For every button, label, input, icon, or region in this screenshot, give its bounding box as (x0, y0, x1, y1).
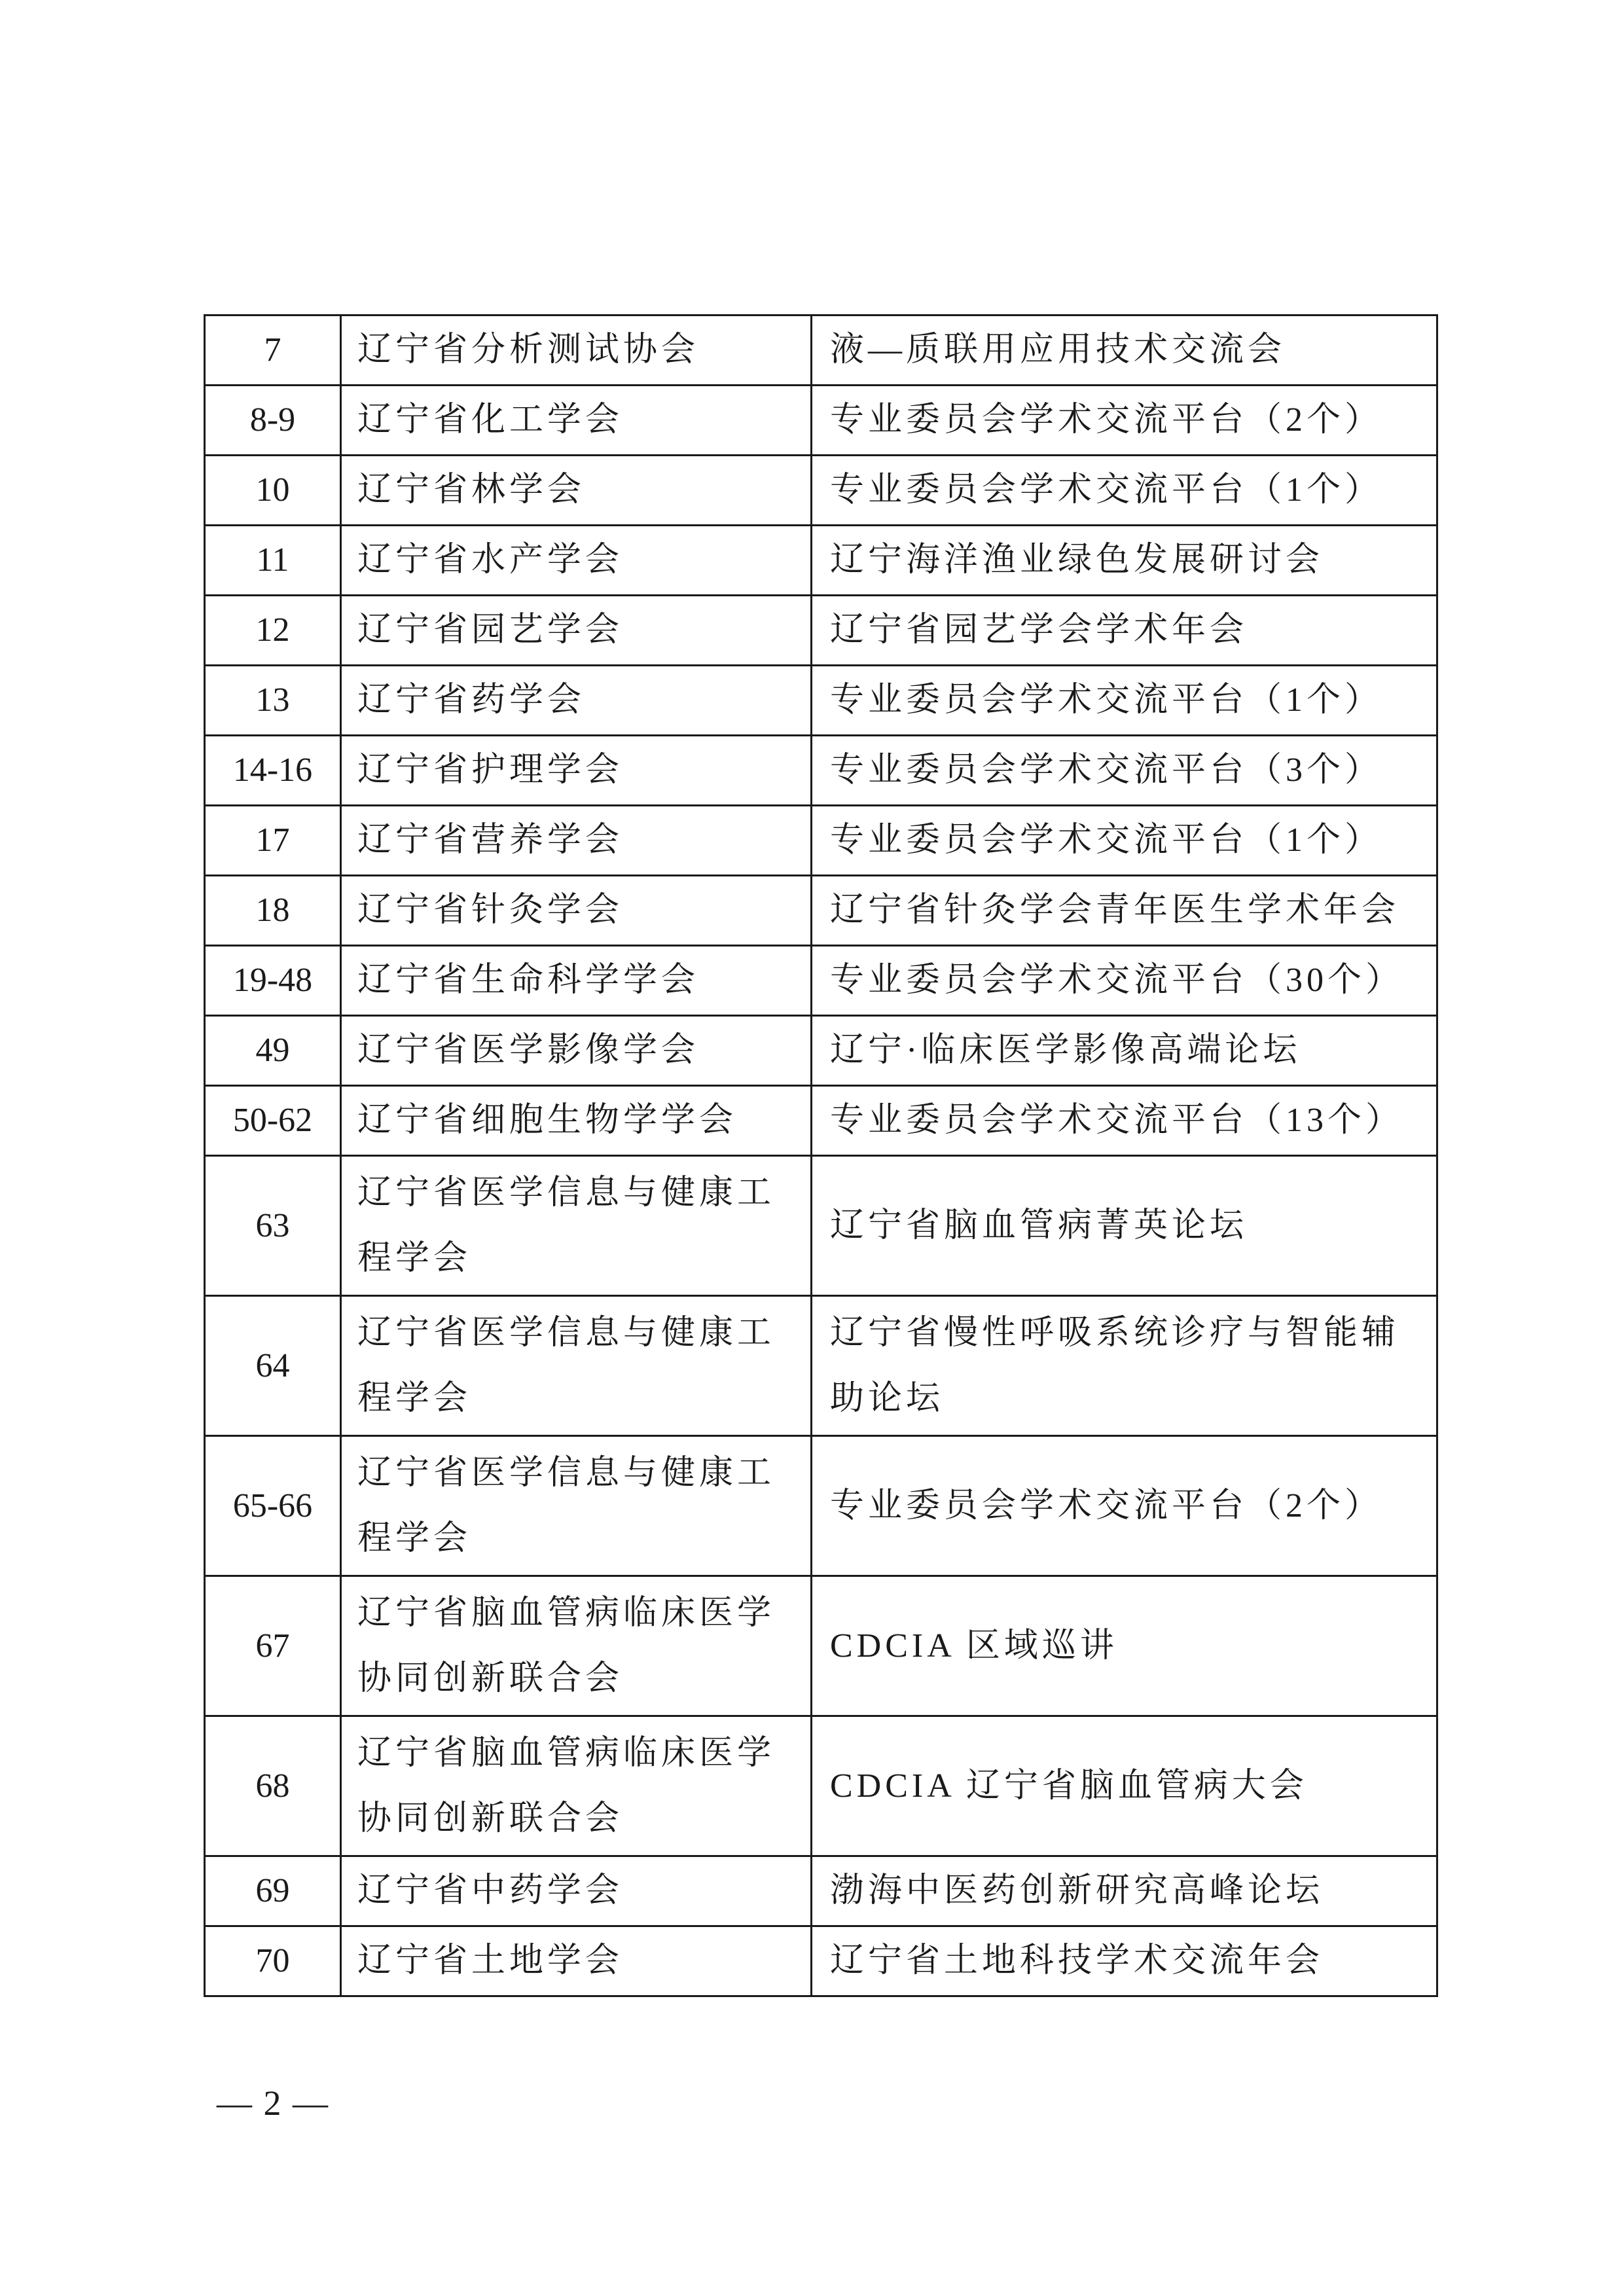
organization-name: 辽宁省中药学会 (341, 1856, 812, 1926)
event-name: 渤海中医药创新研究高峰论坛 (812, 1856, 1437, 1926)
activity-table (204, 314, 1438, 1997)
event-name: 辽宁省针灸学会青年医生学术年会 (812, 876, 1437, 946)
row-number: 50-62 (205, 1086, 341, 1156)
table-row (205, 1296, 1437, 1436)
event-name: CDCIA 区域巡讲 (812, 1576, 1437, 1716)
row-number: 64 (205, 1296, 341, 1436)
organization-name-line: 程学会 (357, 1519, 472, 1557)
organization-name-line: 辽宁省医学信息与健康工 (357, 1454, 776, 1492)
row-number: 12 (205, 596, 341, 666)
row-number: 14-16 (205, 736, 341, 806)
organization-name-line: 协同创新联合会 (357, 1659, 624, 1697)
organization-name-line: 辽宁省脑血管病临床医学 (357, 1594, 776, 1632)
row-number: 8-9 (205, 386, 341, 456)
row-number: 10 (205, 456, 341, 526)
row-number: 7 (205, 315, 341, 386)
row-number: 49 (205, 1016, 341, 1086)
row-number: 67 (205, 1576, 341, 1716)
organization-name (341, 1156, 812, 1296)
row-number: 69 (205, 1856, 341, 1926)
table-row (205, 946, 1437, 1016)
organization-name: 辽宁省林学会 (341, 456, 812, 526)
organization-name: 辽宁省营养学会 (341, 806, 812, 876)
event-name: 专业委员会学术交流平台（3个） (812, 736, 1437, 806)
event-name: 专业委员会学术交流平台（1个） (812, 456, 1437, 526)
row-number: 13 (205, 666, 341, 736)
table-row (205, 1926, 1437, 1996)
organization-name: 辽宁省园艺学会 (341, 596, 812, 666)
table-row (205, 806, 1437, 876)
row-number: 17 (205, 806, 341, 876)
event-name: 辽宁海洋渔业绿色发展研讨会 (812, 526, 1437, 596)
event-name (812, 1296, 1437, 1436)
organization-name-line: 程学会 (357, 1239, 472, 1277)
table-row (205, 1086, 1437, 1156)
table-row (205, 1716, 1437, 1856)
page-number: — 2 — (217, 2083, 329, 2123)
event-name-line: 辽宁省慢性呼吸系统诊疗与智能辅 (830, 1314, 1400, 1352)
table-row (205, 666, 1437, 736)
organization-name: 辽宁省化工学会 (341, 386, 812, 456)
organization-name-line: 辽宁省医学信息与健康工 (357, 1314, 776, 1352)
organization-name-line: 辽宁省医学信息与健康工 (357, 1174, 776, 1212)
table-row (205, 386, 1437, 456)
row-number: 65-66 (205, 1436, 341, 1576)
event-name: 辽宁省园艺学会学术年会 (812, 596, 1437, 666)
event-name: 辽宁省脑血管病菁英论坛 (812, 1156, 1437, 1296)
table-row (205, 1016, 1437, 1086)
table-row (205, 596, 1437, 666)
table-row (205, 1576, 1437, 1716)
organization-name: 辽宁省水产学会 (341, 526, 812, 596)
organization-name: 辽宁省土地学会 (341, 1926, 812, 1996)
organization-name: 辽宁省细胞生物学学会 (341, 1086, 812, 1156)
organization-name (341, 1296, 812, 1436)
table-row (205, 736, 1437, 806)
event-name: 专业委员会学术交流平台（13个） (812, 1086, 1437, 1156)
organization-name: 辽宁省针灸学会 (341, 876, 812, 946)
organization-name-line: 协同创新联合会 (357, 1799, 624, 1837)
organization-name-line: 程学会 (357, 1379, 472, 1417)
table-row (205, 526, 1437, 596)
organization-name (341, 1436, 812, 1576)
event-name: 专业委员会学术交流平台（2个） (812, 386, 1437, 456)
table-row (205, 1436, 1437, 1576)
event-name: 专业委员会学术交流平台（2个） (812, 1436, 1437, 1576)
organization-name (341, 1716, 812, 1856)
event-name: 专业委员会学术交流平台（1个） (812, 666, 1437, 736)
table-row (205, 876, 1437, 946)
event-name: 辽宁·临床医学影像高端论坛 (812, 1016, 1437, 1086)
row-number: 11 (205, 526, 341, 596)
organization-name: 辽宁省医学影像学会 (341, 1016, 812, 1086)
organization-name: 辽宁省分析测试协会 (341, 315, 812, 386)
organization-name (341, 1576, 812, 1716)
event-name: 辽宁省土地科技学术交流年会 (812, 1926, 1437, 1996)
event-name: CDCIA 辽宁省脑血管病大会 (812, 1716, 1437, 1856)
row-number: 68 (205, 1716, 341, 1856)
table-row (205, 1856, 1437, 1926)
row-number: 19-48 (205, 946, 341, 1016)
table-row (205, 315, 1437, 386)
organization-name: 辽宁省护理学会 (341, 736, 812, 806)
event-name: 专业委员会学术交流平台（1个） (812, 806, 1437, 876)
event-name-line: 助论坛 (830, 1379, 945, 1417)
row-number: 70 (205, 1926, 341, 1996)
table-row (205, 1156, 1437, 1296)
organization-name: 辽宁省药学会 (341, 666, 812, 736)
organization-name: 辽宁省生命科学学会 (341, 946, 812, 1016)
event-name: 专业委员会学术交流平台（30个） (812, 946, 1437, 1016)
row-number: 18 (205, 876, 341, 946)
table-row (205, 456, 1437, 526)
row-number: 63 (205, 1156, 341, 1296)
event-name: 液—质联用应用技术交流会 (812, 315, 1437, 386)
organization-name-line: 辽宁省脑血管病临床医学 (357, 1734, 776, 1772)
